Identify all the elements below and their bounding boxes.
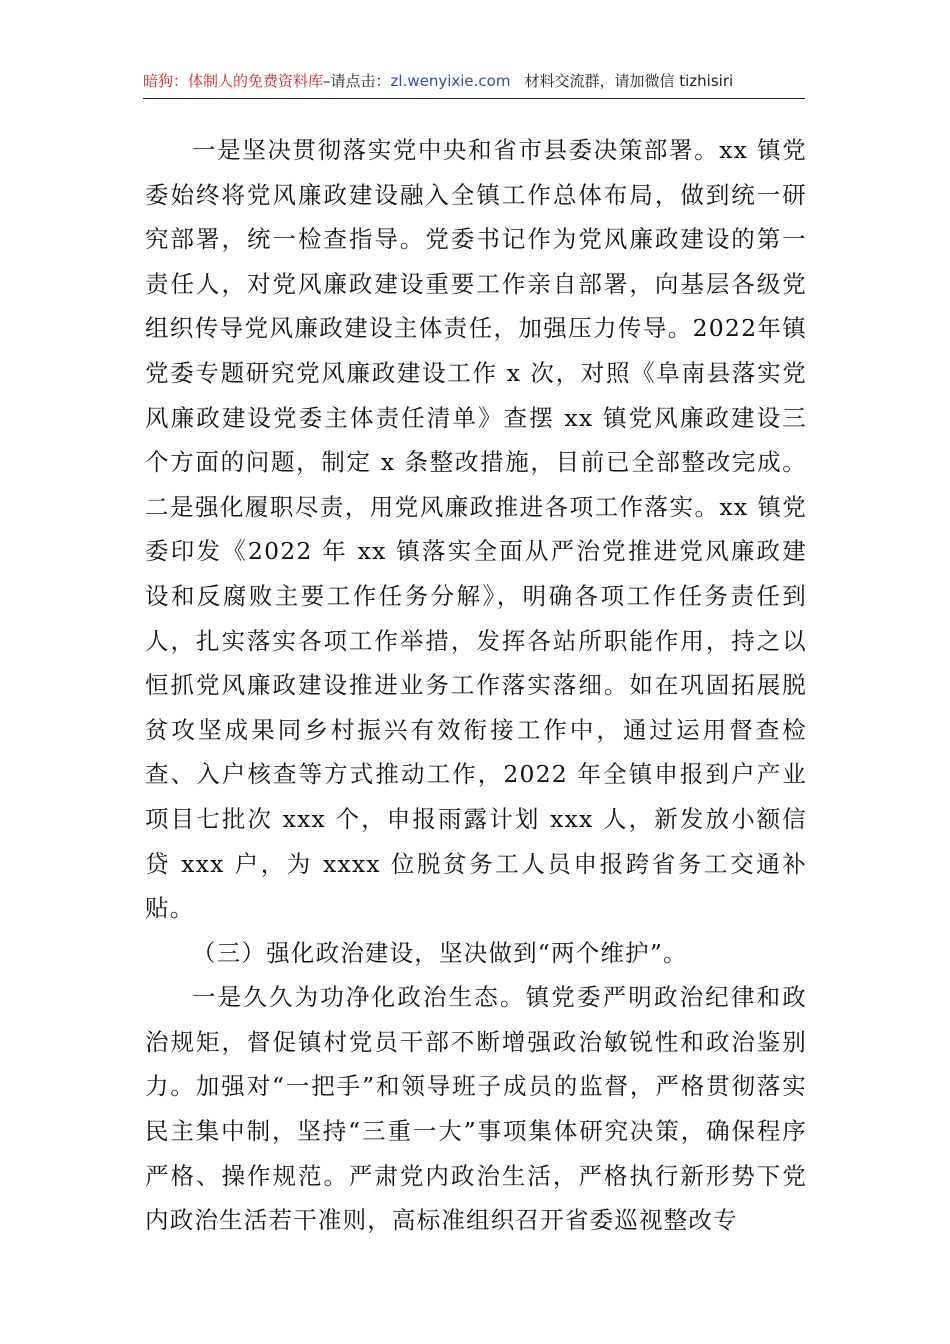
header-prompt: –请点击： xyxy=(323,72,391,90)
section-heading-3: （三）强化政治建设，坚决做到“两个维护”。 xyxy=(192,938,688,967)
paragraph-2: 一是久久为功净化政治生态。镇党委严明政治纪律和政治规矩，督促镇村党员干部不断增强政治敏锐性和政治鉴别力。加强对“一把手”和领导班子成员的监督，严格贯彻落实民主集中制，坚持“三重一大”事项集体研究决策，确保程序严格、操作规范。严肃党内政治生活，严格执行新形势下党内政治生活若干准则，高标准组织召开省委巡视整改专 xyxy=(145,983,807,1235)
paragraph-1: 一是坚决贯彻落实党中央和省市县委决策部署。xx 镇党委始终将党风廉政建设融入全镇工作总体布局，做到统一研究部署，统一检查指导。党委书记作为党风廉政建设的第一责任人，对党风廉政建设重要工作亲自部署，向基层各级党组织传导党风廉政建设主体责任，加强压力传导。2022年镇党委专题研究党风廉政建设工作 x 次，对照《阜南县落实党风廉政建设党委主体责任清单》查摆 xx 镇党风廉政建设三个方面的问题，制定 x 条整改措施，目前已全部整改完成。二是强化履职尽责，用党风廉政推进各项工作落实。xx 镇党委印发《2022 年 xx 镇落实全面从严治党推进党风廉政建设和反腐败主要工作任务分解》，明确各项工作任务责任到人，扎实落实各项工作举措，发挥各站所职能作用，持之以恒抓党风廉政建设推进业务工作落实落细。如在巩固拓展脱贫攻坚成果同乡村振兴有效衔接工作中，通过运用督查检查、入户核查等方式推动工作，2022 年全镇申报到户产业项目七批次 xxx 个，申报雨露计划 xxx 人，新发放小额信贷 xxx 户，为 xxxx 位脱贫务工人员申报跨省务工交通补贴。 xyxy=(145,136,807,923)
document-body xyxy=(145,128,807,1243)
header-brand: 暗狗：体制人的免费资料库 xyxy=(143,72,324,90)
page-header xyxy=(143,68,805,99)
header-url-link[interactable]: zl.wenyixie.com xyxy=(390,72,511,90)
header-group-note: 材料交流群，请加微信 tizhisiri xyxy=(524,72,734,90)
